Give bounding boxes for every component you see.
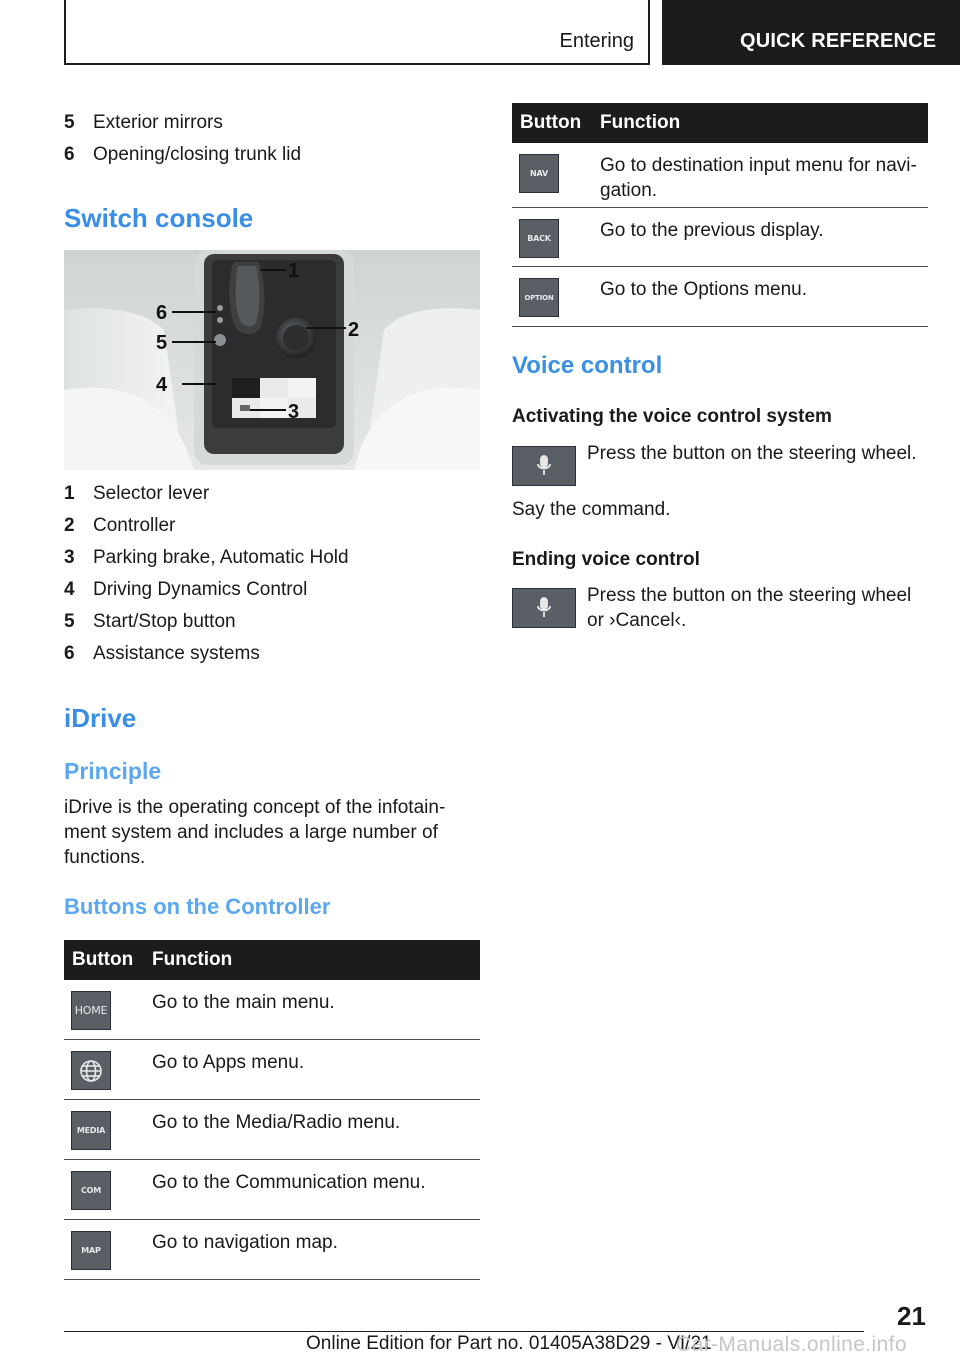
table-row: COM Go to the Communication menu.: [64, 1160, 480, 1220]
principle-heading: Principle: [64, 758, 162, 784]
microphone-icon: [512, 588, 576, 628]
list-item: 6 Assistance systems: [64, 643, 260, 664]
say-command-text: Say the command.: [512, 499, 671, 520]
footer-divider: [64, 1331, 864, 1332]
watermark: Car-Manuals.online.info: [676, 1333, 907, 1356]
voice-control-heading: Voice control: [512, 352, 663, 379]
table-header: Button Function: [512, 103, 928, 143]
header-section-title: Entering: [559, 30, 634, 52]
header-section-box: [64, 0, 650, 65]
table-header: Button Function: [64, 940, 480, 980]
table-row: Go to Apps menu.: [64, 1040, 480, 1100]
callout-5: 5: [156, 332, 168, 354]
list-item: 3 Parking brake, Automatic Hold: [64, 547, 349, 568]
ending-voice-block: Press the button on the steering wheel or ›Cancel‹.: [512, 583, 911, 633]
buttons-on-controller-heading: Buttons on the Controller: [64, 894, 331, 919]
page-number: 21: [897, 1301, 926, 1331]
callout-2: 2: [348, 319, 360, 341]
option-button-icon: OPTION: [519, 278, 559, 317]
list-item: 4 Driving Dynamics Control: [64, 579, 308, 600]
list-item: 6 Opening/closing trunk lid: [64, 144, 302, 165]
controller-buttons-table-continued: [512, 103, 928, 327]
switch-console-heading: Switch console: [64, 203, 254, 233]
callout-6: 6: [156, 302, 168, 324]
com-button-icon: COM: [71, 1171, 111, 1210]
list-item: 2 Controller: [64, 515, 176, 536]
activating-voice-heading: Activating the voice control system: [512, 406, 832, 427]
media-button-icon: MEDIA: [71, 1111, 111, 1150]
switch-console-photo: [64, 250, 480, 470]
principle-text: iDrive is the operating concept of the infotain- ment system and includes a large number of functions.: [64, 797, 446, 868]
top-numbered-list: [64, 112, 480, 176]
list-item: 5 Exterior mirrors: [64, 112, 223, 133]
home-button-icon: HOME: [71, 991, 111, 1030]
switch-console-legend: [64, 483, 480, 675]
activating-voice-block: Press the button on the steering wheel.: [512, 441, 917, 486]
callout-3: 3: [288, 401, 300, 423]
list-item: 5 Start/Stop button: [64, 611, 236, 632]
map-button-icon: MAP: [71, 1231, 111, 1270]
back-button-icon: BACK: [519, 219, 559, 258]
callout-4: 4: [156, 374, 168, 396]
header-chapter-tab: [662, 0, 960, 65]
footer-edition-text: Online Edition for Part no. 01405A38D29 - VI/21: [306, 1333, 712, 1354]
idrive-heading: iDrive: [64, 703, 137, 733]
switch-console-illustration: [64, 250, 480, 470]
globe-icon: [71, 1051, 111, 1090]
table-row: MAP Go to navigation map.: [64, 1220, 480, 1280]
ending-voice-heading: Ending voice control: [512, 549, 700, 570]
header-chapter-title: QUICK REFERENCE: [740, 30, 937, 52]
nav-button-icon: NAV: [519, 154, 559, 193]
table-row: NAV Go to destination input menu for navi- gation.: [512, 143, 928, 208]
table-row: HOME Go to the main menu.: [64, 980, 480, 1040]
table-row: BACK Go to the previous display.: [512, 208, 928, 267]
microphone-icon: [512, 446, 576, 486]
callout-1: 1: [288, 260, 300, 282]
table-row: MEDIA Go to the Media/Radio menu.: [64, 1100, 480, 1160]
controller-buttons-table: [64, 940, 480, 1280]
list-item: 1 Selector lever: [64, 483, 210, 504]
table-row: OPTION Go to the Options menu.: [512, 267, 928, 327]
